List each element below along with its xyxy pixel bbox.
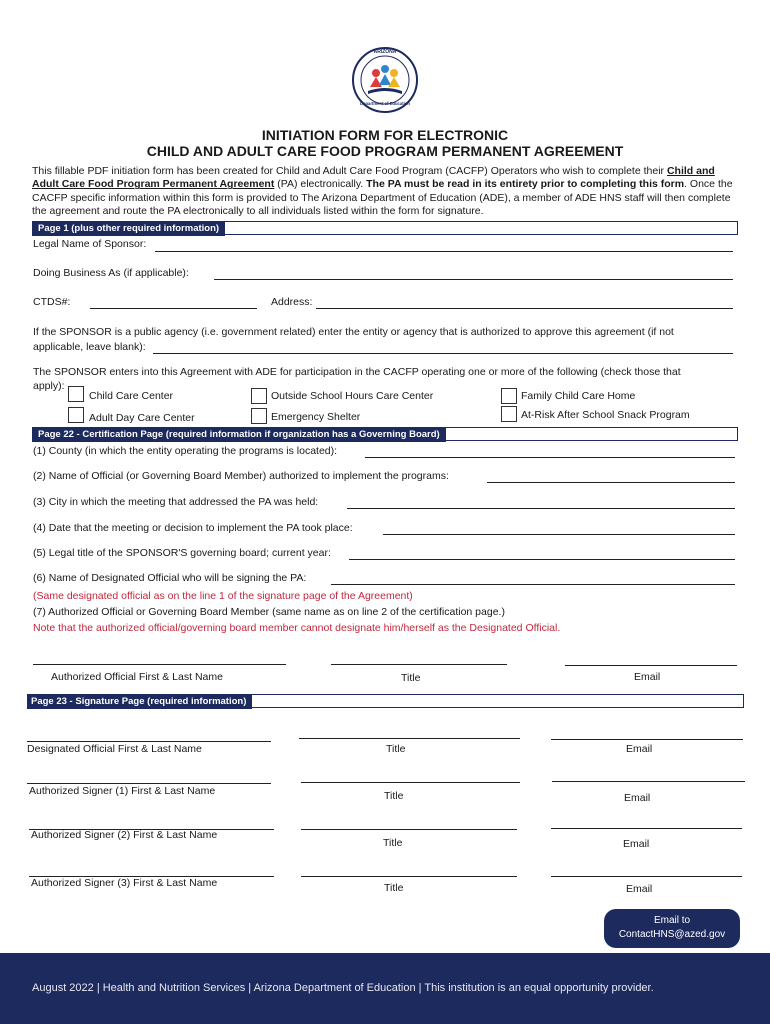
auth-official-email-caption: Email bbox=[634, 671, 661, 683]
auth-official-title-caption: Title bbox=[401, 672, 421, 684]
seal-top-text: ARIZONA bbox=[373, 49, 397, 55]
signature-row-1-name-caption: Designated Official First & Last Name bbox=[27, 743, 202, 755]
cannot-designate-note: Note that the authorized official/governing board member cannot designate him/herself as the Designated Official. bbox=[33, 622, 561, 634]
auth-official-name-caption: Authorized Official First & Last Name bbox=[51, 671, 223, 683]
intro-text-3: . Once the CACFP specific information within this form is provided to The Arizona Department of Education (ADE), a member of ADE HNS staff will then complete the agreement and route the PA electronically to all individuals listed within the form for signature. bbox=[32, 178, 733, 218]
intro-bold-text: The PA must be read in its entirety prior to completing this form bbox=[366, 178, 685, 191]
signature-row-1-email-caption: Email bbox=[626, 743, 653, 755]
signature-row-1-email-field[interactable] bbox=[551, 739, 743, 740]
public-agency-field[interactable] bbox=[153, 353, 733, 354]
emergency-shelter-label: Emergency Shelter bbox=[271, 411, 361, 423]
official-name-label: (2) Name of Official (or Governing Board Member) authorized to implement the programs: bbox=[33, 470, 449, 482]
intro-text-2: (PA) electronically. bbox=[274, 178, 367, 191]
legal-name-label: Legal Name of Sponsor: bbox=[33, 238, 147, 250]
signature-row-3-email-caption: Email bbox=[623, 838, 650, 850]
family-child-care-checkbox[interactable] bbox=[501, 388, 517, 404]
seal-bottom-text: Department of Education bbox=[360, 101, 410, 106]
auth-official-title-field[interactable] bbox=[331, 664, 507, 665]
meeting-city-label: (3) City in which the meeting that addressed the PA was held: bbox=[33, 496, 319, 508]
signature-row-3-title-field[interactable] bbox=[301, 829, 517, 830]
intro-text-1: This fillable PDF initiation form has been created for Child and Adult Care Food Program (CACFP) Operators who wish to complete their bbox=[32, 165, 667, 177]
signature-row-1-name-field[interactable] bbox=[27, 741, 271, 742]
child-care-center-checkbox[interactable] bbox=[68, 386, 84, 402]
signature-row-2-title-caption: Title bbox=[384, 790, 404, 802]
signature-row-2-email-caption: Email bbox=[624, 792, 651, 804]
intro-paragraph bbox=[32, 165, 742, 219]
signature-row-4-name-caption: Authorized Signer (3) First & Last Name bbox=[31, 877, 218, 889]
form-title-line1: INITIATION FORM FOR ELECTRONIC bbox=[261, 127, 509, 143]
signature-row-2-title-field[interactable] bbox=[301, 782, 520, 783]
at-risk-snack-label: At-Risk After School Snack Program bbox=[521, 409, 690, 421]
adult-day-care-label: Adult Day Care Center bbox=[89, 412, 195, 424]
outside-school-hours-label: Outside School Hours Care Center bbox=[271, 390, 434, 402]
dba-field[interactable] bbox=[214, 279, 733, 280]
family-child-care-label: Family Child Care Home bbox=[521, 390, 636, 402]
designated-official-label: (6) Name of Designated Official who will be signing the PA: bbox=[33, 572, 307, 584]
emergency-shelter-checkbox[interactable] bbox=[251, 408, 267, 424]
address-label: Address: bbox=[271, 296, 313, 308]
page22-header: Page 22 - Certification Page (required information if organization has a Governing Board) bbox=[32, 428, 446, 442]
programs-text-2: apply): bbox=[33, 380, 65, 392]
official-name-field[interactable] bbox=[487, 482, 735, 483]
page23-header: Page 23 - Signature Page (required information) bbox=[27, 695, 252, 709]
ctds-field[interactable] bbox=[90, 308, 257, 309]
signature-row-4-email-field[interactable] bbox=[551, 876, 742, 877]
at-risk-snack-checkbox[interactable] bbox=[501, 406, 517, 422]
auth-official-name-field[interactable] bbox=[33, 664, 286, 665]
board-title-field[interactable] bbox=[349, 559, 735, 560]
signature-row-1-title-field[interactable] bbox=[299, 738, 520, 739]
programs-text-1: The SPONSOR enters into this Agreement with ADE for participation in the CACFP operating one or more of the following (check those that bbox=[33, 366, 681, 378]
signature-row-2-name-caption: Authorized Signer (1) First & Last Name bbox=[29, 785, 216, 797]
meeting-date-field[interactable] bbox=[383, 534, 735, 535]
signature-row-3-title-caption: Title bbox=[383, 837, 403, 849]
meeting-date-label: (4) Date that the meeting or decision to implement the PA took place: bbox=[33, 522, 353, 534]
ctds-label: CTDS#: bbox=[33, 296, 71, 308]
address-field[interactable] bbox=[316, 308, 733, 309]
page1-header: Page 1 (plus other required information) bbox=[32, 222, 225, 236]
authorized-official-text: (7) Authorized Official or Governing Board Member (same name as on line 2 of the certification page.) bbox=[33, 606, 505, 618]
signature-row-4-title-field[interactable] bbox=[301, 876, 517, 877]
ade-seal-logo bbox=[352, 47, 418, 113]
permanent-agreement-link[interactable]: Child and Adult Care Food Program Permanent Agreement bbox=[32, 165, 715, 191]
signature-row-1-title-caption: Title bbox=[386, 743, 406, 755]
legal-name-field[interactable] bbox=[155, 251, 733, 252]
email-submit-button[interactable] bbox=[604, 909, 740, 948]
adult-day-care-checkbox[interactable] bbox=[68, 407, 84, 423]
signature-row-4-title-caption: Title bbox=[384, 882, 404, 894]
signature-row-3-email-field[interactable] bbox=[551, 828, 742, 829]
signature-row-2-name-field[interactable] bbox=[27, 783, 271, 784]
board-title-label: (5) Legal title of the SPONSOR'S governing board; current year: bbox=[33, 547, 331, 559]
signature-row-4-email-caption: Email bbox=[626, 883, 653, 895]
county-label: (1) County (in which the entity operating the programs is located): bbox=[33, 445, 338, 457]
email-button-line2: ContactHNS@azed.gov bbox=[618, 929, 726, 940]
footer-text: August 2022 | Health and Nutrition Services | Arizona Department of Education | This institution is an equal opportunity provider. bbox=[32, 982, 654, 994]
designated-official-field[interactable] bbox=[331, 584, 735, 585]
public-agency-text-2: applicable, leave blank): bbox=[33, 341, 146, 353]
child-care-center-label: Child Care Center bbox=[89, 390, 174, 402]
signature-row-3-name-caption: Authorized Signer (2) First & Last Name bbox=[31, 829, 218, 841]
form-title-line2: CHILD AND ADULT CARE FOOD PROGRAM PERMANENT AGREEMENT bbox=[146, 143, 624, 159]
meeting-city-field[interactable] bbox=[347, 508, 735, 509]
email-button-line1: Email to bbox=[653, 915, 691, 926]
county-field[interactable] bbox=[365, 457, 735, 458]
outside-school-hours-checkbox[interactable] bbox=[251, 388, 267, 404]
dba-label: Doing Business As (if applicable): bbox=[33, 267, 189, 279]
same-official-note: (Same designated official as on the line 1 of the signature page of the Agreement) bbox=[33, 590, 413, 602]
auth-official-email-field[interactable] bbox=[565, 665, 737, 666]
signature-row-2-email-field[interactable] bbox=[552, 781, 745, 782]
public-agency-text-1: If the SPONSOR is a public agency (i.e. government related) enter the entity or agency that is authorized to approve this agreement (if not bbox=[33, 326, 674, 338]
